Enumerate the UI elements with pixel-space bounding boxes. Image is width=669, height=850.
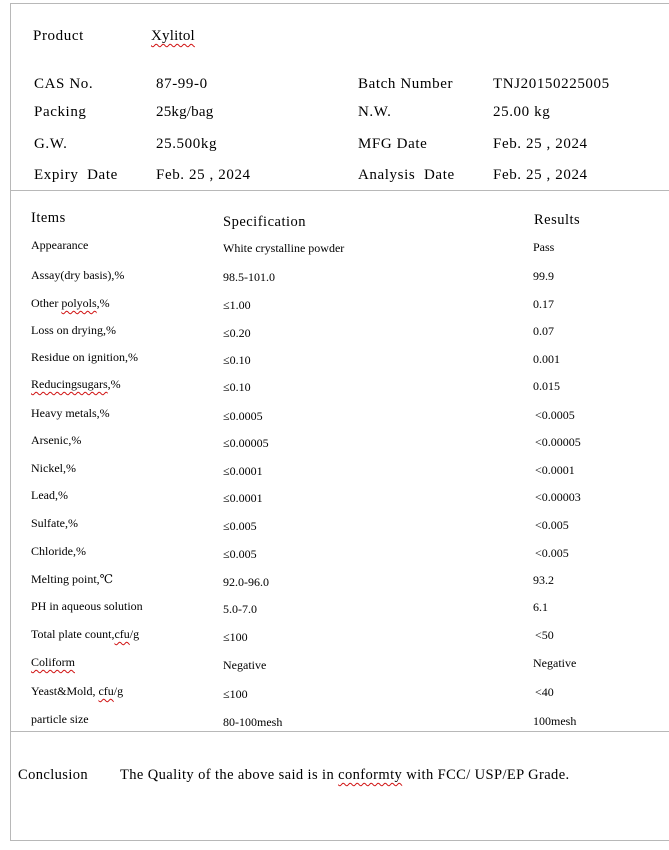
table-divider: [10, 731, 669, 732]
table-cell-specification: Negative: [223, 658, 267, 672]
table-cell-item: [31, 296, 110, 311]
table-cell-result: <0.0001: [535, 463, 575, 477]
table-cell-item: Heavy metals,%: [31, 406, 110, 420]
table-cell-item: Melting point,℃: [31, 572, 114, 586]
table-cell-specification: 92.0-96.0: [223, 575, 269, 589]
gw-label: G.W.: [34, 136, 68, 152]
table-cell-result: 100mesh: [533, 714, 577, 728]
packing-value: 25kg/bag: [156, 104, 214, 120]
table-cell-result: 99.9: [533, 269, 554, 283]
table-cell-specification: ≤0.00005: [223, 436, 269, 450]
table-cell-result: <40: [535, 685, 554, 699]
conclusion-text-wavy: conformty: [338, 767, 403, 783]
table-cell-item: [31, 655, 75, 670]
table-cell-result: Negative: [533, 656, 577, 670]
table-cell-specification: 80-100mesh: [223, 715, 283, 729]
item-text-post: ,%: [96, 296, 110, 310]
table-cell-item: particle size: [31, 712, 89, 726]
item-text-pre: Total plate count,: [31, 627, 115, 641]
expiry-value: Feb. 25 , 2024: [156, 167, 251, 183]
conclusion-label: Conclusion: [18, 767, 89, 783]
table-cell-specification: ≤0.0005: [223, 409, 263, 423]
table-cell-specification: ≤100: [223, 630, 248, 644]
table-cell-result: <0.005: [535, 546, 569, 560]
table-cell-item: PH in aqueous solution: [31, 599, 143, 613]
nw-value: 25.00 kg: [493, 104, 551, 120]
table-cell-result: 6.1: [533, 600, 548, 614]
table-cell-specification: 5.0-7.0: [223, 602, 257, 616]
nw-label: N.W.: [358, 104, 392, 120]
table-cell-result: <0.005: [535, 518, 569, 532]
table-cell-item: Arsenic,%: [31, 433, 82, 447]
gw-value: 25.500kg: [156, 136, 218, 152]
table-cell-item: Assay(dry basis),%: [31, 268, 125, 282]
table-cell-item: Lead,%: [31, 488, 68, 502]
analysis-value: Feb. 25 , 2024: [493, 167, 588, 183]
item-text-wavy: polyols: [61, 296, 97, 310]
item-text-pre: Yeast&Mold,: [31, 684, 99, 698]
cas-label: CAS No.: [34, 76, 94, 92]
table-cell-result: <50: [535, 628, 554, 642]
table-cell-result: 0.07: [533, 324, 554, 338]
table-cell-result: <0.00005: [535, 435, 581, 449]
conclusion-text: [120, 767, 570, 784]
table-cell-result: <0.0005: [535, 408, 575, 422]
table-cell-specification: ≤1.00: [223, 298, 251, 312]
mfg-value: Feb. 25 , 2024: [493, 136, 588, 152]
table-cell-item: Residue on ignition,%: [31, 350, 138, 364]
table-cell-item: [31, 684, 123, 699]
item-text-wavy: Coliform: [31, 655, 75, 669]
table-cell-result: <0.00003: [535, 490, 581, 504]
item-text-wavy: Reducingsugars: [31, 377, 108, 391]
table-cell-specification: ≤0.10: [223, 353, 251, 367]
table-cell-specification: ≤0.005: [223, 547, 257, 561]
table-cell-result: 0.015: [533, 379, 560, 393]
batch-value: TNJ20150225005: [493, 76, 610, 92]
packing-label: Packing: [34, 104, 87, 120]
table-cell-item: Sulfate,%: [31, 516, 78, 530]
table-cell-item: Nickel,%: [31, 461, 76, 475]
item-text-post: /g: [129, 627, 140, 641]
table-cell-specification: ≤0.0001: [223, 464, 263, 478]
item-text-pre: Other: [31, 296, 62, 310]
table-cell-specification: ≤0.20: [223, 326, 251, 340]
mfg-label: MFG Date: [358, 136, 428, 152]
table-cell-specification: 98.5-101.0: [223, 270, 275, 284]
item-text-post: ,%: [107, 377, 121, 391]
column-header-specification: Specification: [223, 214, 307, 230]
expiry-label: Expiry Date: [34, 167, 118, 183]
table-cell-result: 0.001: [533, 352, 560, 366]
conclusion-text-pre: The Quality of the above said is in: [120, 767, 339, 783]
cas-value: 87-99-0: [156, 76, 208, 92]
column-header-items: Items: [31, 210, 66, 226]
analysis-label: Analysis Date: [358, 167, 455, 183]
product-value: Xylitol: [151, 28, 195, 44]
item-text-wavy: cfu: [98, 684, 114, 698]
table-cell-specification: ≤0.10: [223, 380, 251, 394]
table-cell-specification: ≤100: [223, 687, 248, 701]
table-cell-item: Appearance: [31, 238, 89, 252]
table-cell-specification: White crystalline powder: [223, 241, 345, 255]
table-cell-item: Chloride,%: [31, 544, 86, 558]
table-cell-item: Loss on drying,%: [31, 323, 116, 337]
table-cell-item: [31, 627, 139, 642]
column-header-results: Results: [534, 212, 581, 228]
item-text-wavy: cfu: [114, 627, 130, 641]
table-cell-specification: ≤0.0001: [223, 491, 263, 505]
product-label: Product: [33, 28, 84, 44]
header-divider: [10, 190, 669, 191]
item-text-post: /g: [113, 684, 124, 698]
table-cell-item: [31, 377, 121, 392]
table-cell-result: 0.17: [533, 297, 554, 311]
batch-label: Batch Number: [358, 76, 454, 92]
table-cell-result: Pass: [533, 240, 555, 254]
conclusion-text-post: with FCC/ USP/EP Grade.: [402, 767, 570, 783]
table-cell-specification: ≤0.005: [223, 519, 257, 533]
table-cell-result: 93.2: [533, 573, 554, 587]
